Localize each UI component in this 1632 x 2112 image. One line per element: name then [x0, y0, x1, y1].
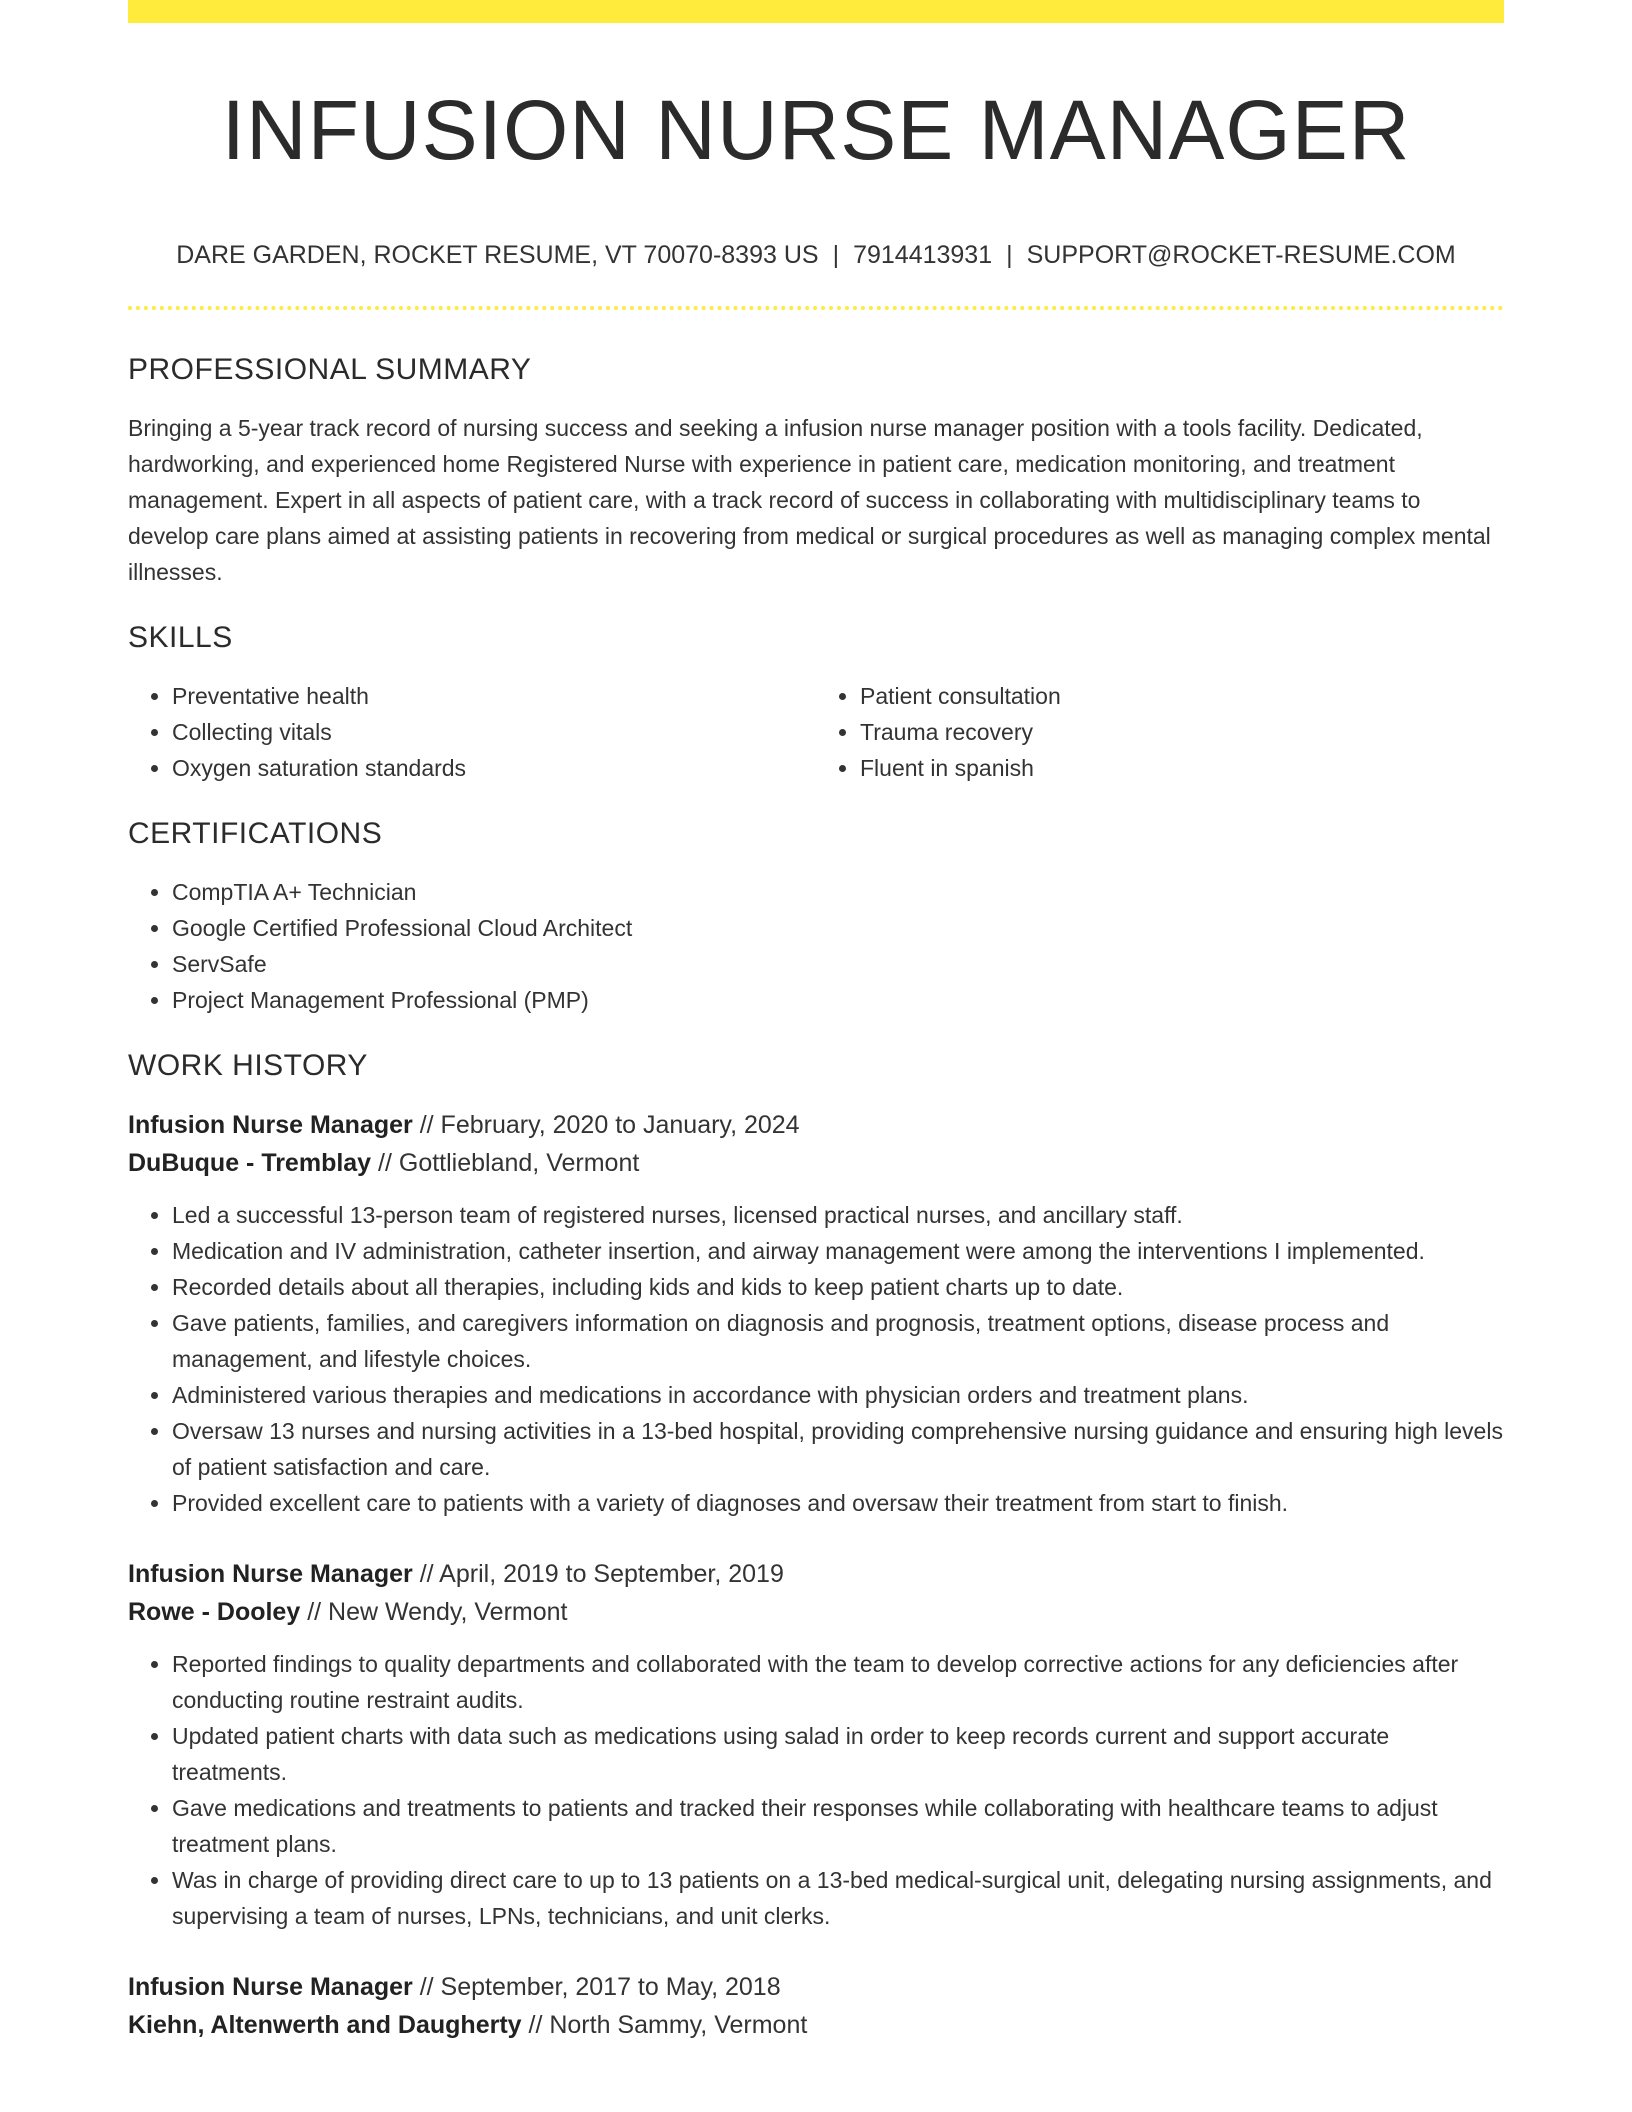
contact-address: DARE GARDEN, ROCKET RESUME, VT 70070-8393 US [176, 241, 819, 269]
contact-separator: | [1006, 241, 1013, 269]
job-bullet: • Oversaw 13 nurses and nursing activities in a 13-bed hospital, providing comprehensive nursing guidance and ensuring high levels of patient satisfaction and care. [172, 1413, 1504, 1485]
summary-section [128, 350, 1504, 590]
skills-right-list [816, 678, 1504, 786]
skills-columns [128, 678, 1504, 786]
job-bullet: • Was in charge of providing direct care to up to 13 patients on a 13-bed medical-surgical unit, delegating nursing assignments, and supervising a team of nurses, LPNs, technicians, and unit clerks. [172, 1862, 1504, 1934]
job-bullet: • Provided excellent care to patients with a variety of diagnoses and oversaw their treatment from start to finish. [172, 1485, 1504, 1521]
job-company: DuBuque - Tremblay [128, 1149, 372, 1177]
job-bullet: • Medication and IV administration, catheter insertion, and airway management were among the interventions I implemented. [172, 1233, 1504, 1269]
work-history-heading: WORK HISTORY [128, 1049, 368, 1082]
skills-section [128, 618, 1504, 786]
job-bullet: • Administered various therapies and medications in accordance with physician orders and treatment plans. [172, 1377, 1504, 1413]
job-company-line [128, 2006, 1504, 2044]
job-bullet: • Updated patient charts with data such as medications using salad in order to keep records current and support accurate treatments. [172, 1718, 1504, 1790]
skill-item: • Patient consultation [860, 678, 1504, 714]
contact-phone: 7914413931 [853, 241, 993, 269]
skill-item: • Preventative health [172, 678, 816, 714]
skill-item: • Fluent in spanish [860, 750, 1504, 786]
job-entry [128, 1106, 1504, 1521]
certification-item: • Project Management Professional (PMP) [172, 982, 1504, 1018]
summary-text: Bringing a 5-year track record of nursing success and seeking a infusion nurse manager position with a tools facility. Dedicated, hardworking, and experienced home Registered Nurse with experience in patient care, medication monitoring, and treatment management. Expert in all aspects of patient care, with a track record of success in collaborating with multidisciplinary teams to develop care plans aimed at assisting patients in recovering from medical or surgical procedures as well as managing complex mental illnesses. [128, 415, 1491, 585]
contact-email[interactable]: SUPPORT@ROCKET-RESUME.COM [1026, 241, 1456, 269]
job-company: Rowe - Dooley [128, 1598, 301, 1626]
skills-left-list [128, 678, 816, 786]
job-bullet: • Gave patients, families, and caregivers information on diagnosis and prognosis, treatment options, disease process and management, and lifestyle choices. [172, 1305, 1504, 1377]
job-title: Infusion Nurse Manager [128, 1111, 413, 1139]
job-title-line [128, 1555, 1504, 1593]
job-dates: // April, 2019 to September, 2019 [419, 1560, 784, 1588]
certifications-heading: CERTIFICATIONS [128, 817, 383, 850]
job-dates: // September, 2017 to May, 2018 [419, 1973, 781, 2001]
job-title-line [128, 1968, 1504, 2006]
resume-content [128, 350, 1504, 2044]
job-title-line [128, 1106, 1504, 1144]
job-bullet: • Recorded details about all therapies, including kids and kids to keep patient charts up to date. [172, 1269, 1504, 1305]
skill-item: • Collecting vitals [172, 714, 816, 750]
skill-item: • Oxygen saturation standards [172, 750, 816, 786]
job-bullet: • Gave medications and treatments to patients and tracked their responses while collaborating with healthcare teams to adjust treatment plans. [172, 1790, 1504, 1862]
job-entry [128, 1968, 1504, 2044]
skills-heading: SKILLS [128, 621, 233, 654]
job-company-line [128, 1593, 1504, 1631]
job-location: // North Sammy, Vermont [528, 2011, 808, 2039]
certification-item: • ServSafe [172, 946, 1504, 982]
job-title: Infusion Nurse Manager [128, 1973, 413, 2001]
job-bullets [128, 1646, 1504, 1934]
job-title: Infusion Nurse Manager [128, 1560, 413, 1588]
job-company-line [128, 1144, 1504, 1182]
certifications-list [128, 874, 1504, 1018]
certification-item: • CompTIA A+ Technician [172, 874, 1504, 910]
accent-top-bar [128, 0, 1504, 23]
resume-name: INFUSION NURSE MANAGER [221, 83, 1411, 177]
job-bullets [128, 1197, 1504, 1521]
certification-item: • Google Certified Professional Cloud Architect [172, 910, 1504, 946]
job-entry [128, 1555, 1504, 1934]
certifications-section [128, 814, 1504, 1018]
job-bullet: • Reported findings to quality departments and collaborated with the team to develop corrective actions for any deficiencies after conducting routine restraint audits. [172, 1646, 1504, 1718]
job-location: // New Wendy, Vermont [307, 1598, 568, 1626]
job-dates: // February, 2020 to January, 2024 [419, 1111, 800, 1139]
summary-heading: PROFESSIONAL SUMMARY [128, 353, 532, 386]
job-company: Kiehn, Altenwerth and Daugherty [128, 2011, 522, 2039]
job-bullet: • Led a successful 13-person team of registered nurses, licensed practical nurses, and ancillary staff. [172, 1197, 1504, 1233]
skill-item: • Trauma recovery [860, 714, 1504, 750]
job-location: // Gottliebland, Vermont [378, 1149, 640, 1177]
contact-separator: | [832, 241, 840, 269]
contact-line [128, 235, 1504, 275]
work-history-section [128, 1046, 1504, 2044]
dotted-divider [128, 306, 1504, 310]
